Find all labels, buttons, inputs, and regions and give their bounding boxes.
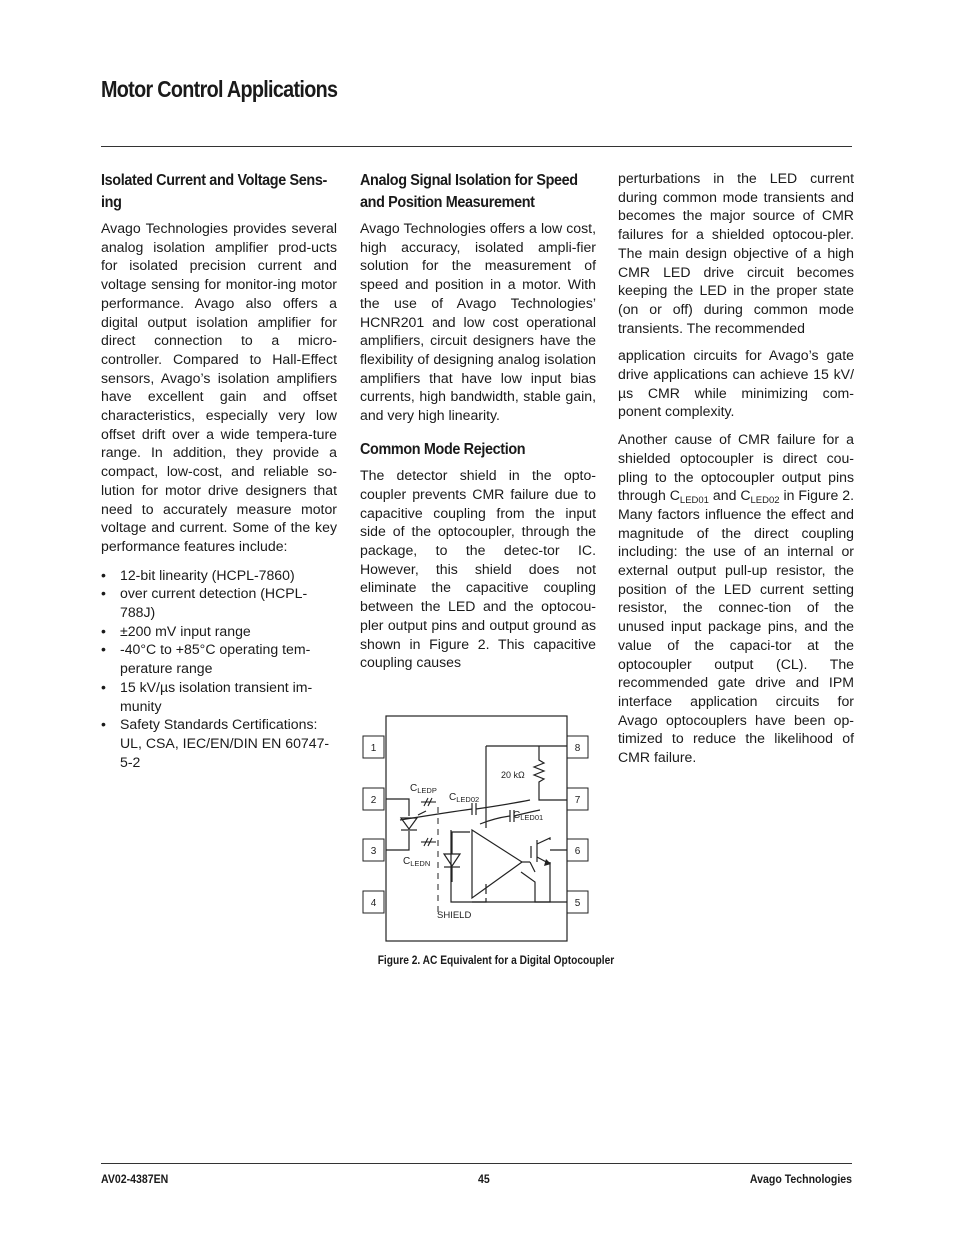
cap-subscript: LEDN — [410, 859, 431, 868]
column-1 — [101, 170, 337, 771]
paragraph-text: Another cause of CMR failure for a shielded optocoupler is direct cou-pling to the optocoupler output pins through C — [618, 431, 854, 504]
list-item: • over current detection (HCPL-788J) — [101, 584, 337, 621]
resistor-label: 20 kΩ — [501, 770, 525, 780]
package-outline — [386, 716, 567, 941]
transistor-icon — [530, 838, 550, 872]
shield-label: SHIELD — [437, 910, 472, 921]
paragraph: The detector shield in the opto-coupler prevents CMR failure due to capacitive coupling from the input side of the optocoupler, through the package, to the detec-tor IC. However, this shield does not eliminate the capacitive coupling between the LED and the optocou-pler output pins and output ground as shown in Figure 2. This capacitive coupling causes — [360, 467, 596, 671]
cap-subscript: LED01 — [520, 813, 544, 822]
section-heading-isolated-current: Isolated Current and Voltage Sens-ing — [101, 172, 327, 211]
pin-label: 4 — [370, 898, 377, 909]
list-item: • 15 kV/µs isolation transient im-munity — [101, 678, 337, 715]
resistor-20k — [534, 746, 567, 800]
paragraph: application circuits for Avago’s gate drive applications can achieve 15 kV/µs CMR while minimizing com-ponent complexity. — [618, 347, 854, 420]
list-item: • -40°C to +85°C operating tem-perature range — [101, 640, 337, 677]
pin-label: 7 — [574, 795, 581, 806]
footer-company: Avago Technologies — [749, 1172, 852, 1186]
footer-page-number: 45 — [478, 1172, 490, 1186]
optocoupler-circuit-diagram — [360, 712, 596, 944]
amplifier-icon — [472, 830, 530, 898]
cap-prefix: C — [513, 810, 521, 821]
pin-label: 2 — [370, 795, 377, 806]
cledp-label — [410, 783, 437, 795]
section-heading-analog-signal-isolation: Analog Signal Isolation for Speed and Position Measurement — [360, 172, 578, 211]
pin-label: 5 — [574, 898, 581, 909]
paragraph-text: in Figure 2. Many factors influence the effect and magnitude of the direct coupling including: the use of an internal or external output pull-up resistor, the position of the LED current setting resistor, the connec-tion of the unused input package pins, and the value of the capaci-tor at the optocoupler output (CL). The recommended gate drive and IPM interface application circuits for Avago optocouplers have been op-timized to reduce the likelihood of CMR failure. — [618, 487, 854, 766]
list-item: • Safety Standards Certifications: UL, CSA, IEC/EN/DIN EN 60747-5-2 — [101, 715, 337, 771]
cled01-label — [513, 810, 543, 822]
cledn-label — [403, 856, 430, 868]
column-2 — [360, 170, 596, 681]
wire — [472, 862, 550, 902]
subscript: LED01 — [679, 495, 709, 507]
capacitor-cledp-icon — [421, 798, 436, 806]
wire — [386, 799, 409, 816]
paragraph: Avago Technologies provides several analog isolation amplifier prod-ucts for isolated precision current and voltage sensing for monitor-ing motor performance. Avago also offers a digital output isolation amplifier for direct connection to a micro-controller. Compared to Hall-Effect sensors, Avago’s isolation amplifiers have excellent gain and offset characteristics, especially very low offset drift over a wide tempera-ture range. In addition, they provide a compact, low-cost, and reliable so-lution for motor drive designers that need to accurately measure motor voltage and current. Some of the key performance features include: — [101, 220, 337, 554]
section-heading-common-mode-rejection: Common Mode Rejection — [360, 440, 526, 458]
wire — [386, 831, 409, 850]
figure-caption: Figure 2. AC Equivalent for a Digital Optocoupler — [377, 953, 615, 967]
list-item: • ±200 mV input range — [101, 622, 337, 641]
header-divider — [101, 146, 852, 147]
paragraph — [618, 430, 854, 767]
cap-prefix: C — [403, 856, 411, 867]
column-3 — [618, 169, 854, 776]
led-icon — [401, 811, 426, 830]
pin-label: 1 — [370, 743, 377, 754]
footer-doc-number: AV02-4387EN — [101, 1172, 169, 1186]
cled02-label — [449, 792, 479, 804]
pin-label: 3 — [370, 846, 377, 857]
cap-subscript: LED02 — [456, 795, 480, 804]
page-title: Motor Control Applications — [101, 76, 338, 102]
wire — [521, 872, 567, 902]
footer-divider — [101, 1163, 852, 1164]
feature-list — [101, 566, 337, 772]
paragraph: Avago Technologies offers a low cost, high accuracy, isolated ampli-fier solution for the measurement of speed and position in a motor. With the use of Avago Technologies’ HCNR201 and low cost operational amplifiers, circuit designers have the flexibility of designing analog isolation amplifiers that have low input bias currents, high bandwidth, stable gain, and very high linearity. — [360, 220, 596, 424]
capacitor-cledn-icon — [421, 838, 436, 846]
paragraph-text: and C — [708, 487, 751, 504]
cap-subscript: LEDP — [417, 786, 437, 795]
paragraph: perturbations in the LED current during common mode transients and becomes the major source of CMR failures for a shielded optocou-pler. The main design objective of a high CMR LED drive circuit becomes keeping the LED in the proper state (on or off) during common mode transients. The recommended — [618, 170, 854, 336]
cap-prefix: C — [410, 783, 418, 794]
pin-label: 6 — [574, 846, 581, 857]
photodiode-icon — [444, 832, 470, 882]
list-item: • 12-bit linearity (HCPL-7860) — [101, 566, 337, 585]
subscript: LED02 — [750, 495, 780, 507]
pin-label: 8 — [574, 743, 581, 754]
cap-prefix: C — [449, 792, 457, 803]
